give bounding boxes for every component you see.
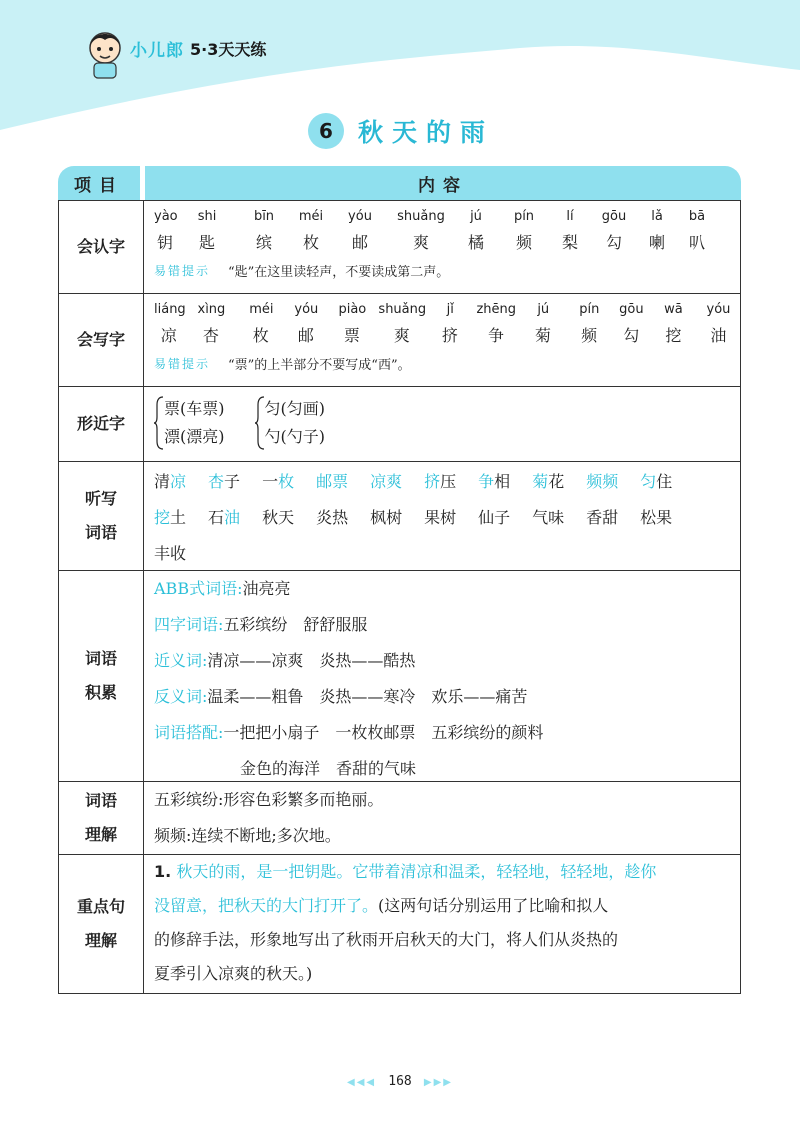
row-content — [144, 201, 740, 280]
row-understand — [59, 782, 740, 855]
highlighted-char: 杏 — [208, 472, 225, 491]
pinyin: gōu — [619, 302, 644, 317]
four-char-text: 五彩缤纷 舒舒服服 — [223, 615, 368, 634]
similar-word: 匀(匀画) — [264, 399, 325, 418]
sentence-note: (这两句话分别运用了比喻和拟人 — [378, 896, 609, 915]
pinyin: jú — [537, 302, 550, 317]
antonym-label: 反义词: — [154, 687, 208, 706]
dictation-word — [316, 500, 348, 536]
row-label-line: 词语 — [84, 523, 117, 542]
dictation-word — [208, 500, 240, 536]
highlighted-char: 菊 — [532, 472, 549, 491]
plain-char: 一 — [262, 472, 279, 491]
pinyin: méi — [298, 209, 324, 224]
character: 票 — [343, 326, 360, 345]
row-accumulate — [59, 571, 740, 782]
pinyin: gōu — [601, 209, 627, 224]
antonym-line — [154, 679, 740, 715]
plain-char: 炎热 — [316, 508, 349, 527]
collocation-line-2: 金色的海洋 香甜的气味 — [240, 759, 417, 778]
character: 凉 — [160, 326, 177, 345]
character: 油 — [710, 326, 727, 345]
character: 勾 — [623, 326, 640, 345]
synonym-line — [154, 643, 740, 679]
tip — [154, 354, 740, 373]
dictation-word — [532, 500, 564, 536]
character: 钥 — [156, 233, 173, 252]
row-label-line: 词语 — [84, 649, 117, 668]
highlighted-char: 频频 — [586, 472, 619, 491]
dictation-word — [154, 500, 186, 536]
plain-char: 相 — [494, 472, 511, 491]
similar-word: 勺(勺子) — [264, 427, 325, 446]
lesson-number: 6 — [308, 113, 344, 149]
character: 匙 — [198, 233, 215, 252]
row-key-sentence — [59, 855, 740, 993]
character: 爽 — [393, 326, 410, 345]
pinyin: shuǎng — [397, 209, 445, 224]
character: 挤 — [441, 326, 458, 345]
plain-char: 松果 — [640, 508, 673, 527]
character: 喇 — [648, 233, 665, 252]
sentence-highlight: 秋天的雨，是一把钥匙。它带着清凉和温柔，轻轻地，轻轻地，趁你 — [176, 862, 657, 881]
character: 杏 — [202, 326, 219, 345]
four-char-label: 四字词语: — [154, 615, 224, 634]
similar-word: 票(车票) — [164, 399, 225, 418]
character: 梨 — [561, 233, 578, 252]
row-label — [59, 855, 144, 993]
abb-line — [154, 571, 740, 607]
brand-sub: 5·3天天练 — [190, 40, 267, 59]
plain-char: 丰收 — [154, 544, 187, 563]
plain-char: 枫树 — [370, 508, 403, 527]
summary-table — [58, 166, 741, 983]
plain-char: 清 — [154, 472, 171, 491]
lesson-title — [308, 113, 494, 149]
sentence-highlight: 没留意，把秋天的大门打开了。 — [154, 896, 379, 915]
highlighted-char: 枚 — [278, 472, 295, 491]
plain-char: 秋天 — [262, 508, 295, 527]
synonym-text: 清凉——凉爽 炎热——酷热 — [207, 651, 416, 670]
collocation-label: 词语搭配: — [154, 723, 224, 742]
character: 叭 — [688, 233, 705, 252]
pinyin: yóu — [348, 209, 372, 224]
character: 邮 — [297, 326, 314, 345]
highlighted-char: 挖 — [154, 508, 171, 527]
pinyin: pín — [513, 209, 535, 224]
synonym-label: 近义词: — [154, 651, 208, 670]
sentence-line: 的修辞手法，形象地写出了秋雨开启秋天的大门，将人们从炎热的 — [154, 930, 619, 949]
char-line — [154, 320, 740, 346]
row-write — [59, 294, 740, 387]
pinyin: yóu — [294, 302, 319, 317]
dictation-word — [370, 464, 402, 500]
highlighted-char: 匀 — [640, 472, 657, 491]
definition-line: 五彩缤纷:形容色彩繁多而艳丽。 — [154, 790, 384, 809]
character: 邮 — [351, 233, 368, 252]
pinyin: xìng — [197, 302, 226, 317]
similar-group-1 — [154, 395, 225, 451]
character: 爽 — [412, 233, 429, 252]
tip-text: “票”的上半部分不要写成“西”。 — [228, 358, 411, 373]
dictation-word — [154, 536, 186, 572]
tip-text: “匙”在这里读轻声，不要读成第二声。 — [228, 265, 450, 280]
row-content — [144, 571, 740, 787]
dictation-word — [532, 464, 564, 500]
row-label-line: 重点句 — [76, 897, 125, 916]
row-similar — [59, 387, 740, 462]
highlighted-char: 凉 — [170, 472, 187, 491]
similar-group-2 — [255, 395, 326, 451]
tip-label: 易错提示 — [154, 357, 211, 371]
table-header — [58, 166, 741, 200]
dictation-word — [586, 464, 618, 500]
row-content — [144, 855, 740, 991]
row-label-line: 词语 — [84, 791, 117, 810]
row-label-line: 积累 — [84, 683, 117, 702]
row-label: 形近字 — [59, 387, 144, 461]
character: 缤 — [255, 233, 272, 252]
dictation-word — [478, 500, 510, 536]
character: 枚 — [252, 326, 269, 345]
pinyin: liáng — [154, 302, 186, 317]
highlighted-char: 争 — [478, 472, 495, 491]
pinyin: lí — [566, 209, 574, 224]
definition-line: 频频:连续不断地;多次地。 — [154, 826, 341, 845]
pinyin: pín — [579, 302, 600, 317]
dictation-word — [262, 464, 294, 500]
pinyin: yóu — [706, 302, 731, 317]
brace-icon — [255, 395, 265, 451]
pinyin: shuǎng — [378, 302, 427, 317]
table-body — [58, 200, 741, 994]
abb-text: 油亮亮 — [242, 579, 291, 598]
collocation-text: 一把把小扇子 一枚枚邮票 五彩缤纷的颜料 — [223, 723, 544, 742]
dictation-word — [478, 464, 510, 500]
row-label-line: 听写 — [84, 489, 117, 508]
row-content — [144, 387, 740, 451]
sentence-line: 夏季引入凉爽的秋天。) — [154, 964, 313, 983]
pinyin: yào — [154, 209, 178, 224]
similar-word: 漂(漂亮) — [164, 427, 225, 446]
page-number: 168 — [388, 1074, 412, 1089]
four-char-line — [154, 607, 740, 643]
character: 争 — [487, 326, 504, 345]
pinyin: piào — [338, 302, 367, 317]
row-recognize — [59, 201, 740, 294]
antonym-text: 温柔——粗鲁 炎热——寒冷 欢乐——痛苦 — [207, 687, 528, 706]
collocation-line — [154, 715, 740, 751]
plain-char: 石 — [208, 508, 225, 527]
pinyin: jǐ — [446, 302, 454, 317]
sentence-number: 1. — [154, 862, 172, 881]
row-content — [144, 462, 724, 572]
character: 频 — [581, 326, 598, 345]
row-label — [59, 571, 144, 781]
header-item: 项目 — [58, 166, 140, 200]
left-arrows-icon: ◀◀◀ — [347, 1077, 377, 1088]
dictation-word — [370, 500, 402, 536]
tip — [154, 261, 740, 280]
dictation-word — [640, 500, 672, 536]
row-label — [59, 462, 144, 570]
plain-char: 气味 — [532, 508, 565, 527]
brand — [130, 36, 266, 61]
highlighted-char: 凉爽 — [370, 472, 403, 491]
pinyin: bā — [688, 209, 706, 224]
pinyin-line — [154, 294, 740, 320]
plain-char: 果树 — [424, 508, 457, 527]
row-label: 会认字 — [59, 201, 144, 293]
lesson-title-text: 秋天的雨 — [358, 118, 495, 147]
pinyin: bīn — [253, 209, 275, 224]
pinyin: jú — [470, 209, 482, 224]
pinyin: wā — [664, 302, 683, 317]
abb-label: ABB式词语: — [154, 579, 243, 598]
header-content: 内容 — [145, 166, 741, 200]
row-dictation — [59, 462, 740, 571]
character: 挖 — [665, 326, 682, 345]
plain-char: 香甜 — [586, 508, 619, 527]
brace-icon — [154, 395, 164, 451]
pinyin: méi — [249, 302, 274, 317]
character: 枚 — [302, 233, 319, 252]
pinyin-line — [154, 201, 740, 227]
plain-char: 土 — [170, 508, 187, 527]
dictation-word — [262, 500, 294, 536]
dictation-word — [316, 464, 348, 500]
plain-char: 住 — [656, 472, 673, 491]
character: 橘 — [467, 233, 484, 252]
mascot-boy-icon — [82, 28, 128, 80]
plain-char: 压 — [440, 472, 457, 491]
pinyin: shi — [197, 209, 217, 224]
row-label-line: 理解 — [84, 931, 117, 950]
tip-label: 易错提示 — [154, 264, 211, 278]
page-footer — [0, 1074, 800, 1089]
row-content — [144, 782, 740, 854]
character: 菊 — [535, 326, 552, 345]
dictation-word — [208, 464, 240, 500]
brand-name: 小儿郎 — [130, 41, 184, 61]
sentence-line — [154, 855, 740, 889]
highlighted-char: 油 — [224, 508, 241, 527]
dictation-word — [154, 464, 186, 500]
right-arrows-icon: ▶▶▶ — [423, 1077, 453, 1088]
row-label: 会写字 — [59, 294, 144, 386]
row-label-line: 理解 — [84, 825, 117, 844]
row-label — [59, 782, 144, 854]
sentence-line — [154, 889, 740, 923]
row-content — [144, 294, 740, 373]
plain-char: 子 — [224, 472, 241, 491]
dictation-word — [424, 464, 456, 500]
pinyin: lǎ — [651, 209, 663, 224]
character: 频 — [515, 233, 532, 252]
highlighted-char: 挤 — [424, 472, 441, 491]
pinyin: zhēng — [476, 302, 517, 317]
plain-char: 仙子 — [478, 508, 511, 527]
dictation-word — [640, 464, 672, 500]
dictation-word — [424, 500, 456, 536]
char-line — [154, 227, 740, 253]
dictation-word — [586, 500, 618, 536]
highlighted-char: 邮票 — [316, 472, 349, 491]
character: 勾 — [605, 233, 622, 252]
plain-char: 花 — [548, 472, 565, 491]
